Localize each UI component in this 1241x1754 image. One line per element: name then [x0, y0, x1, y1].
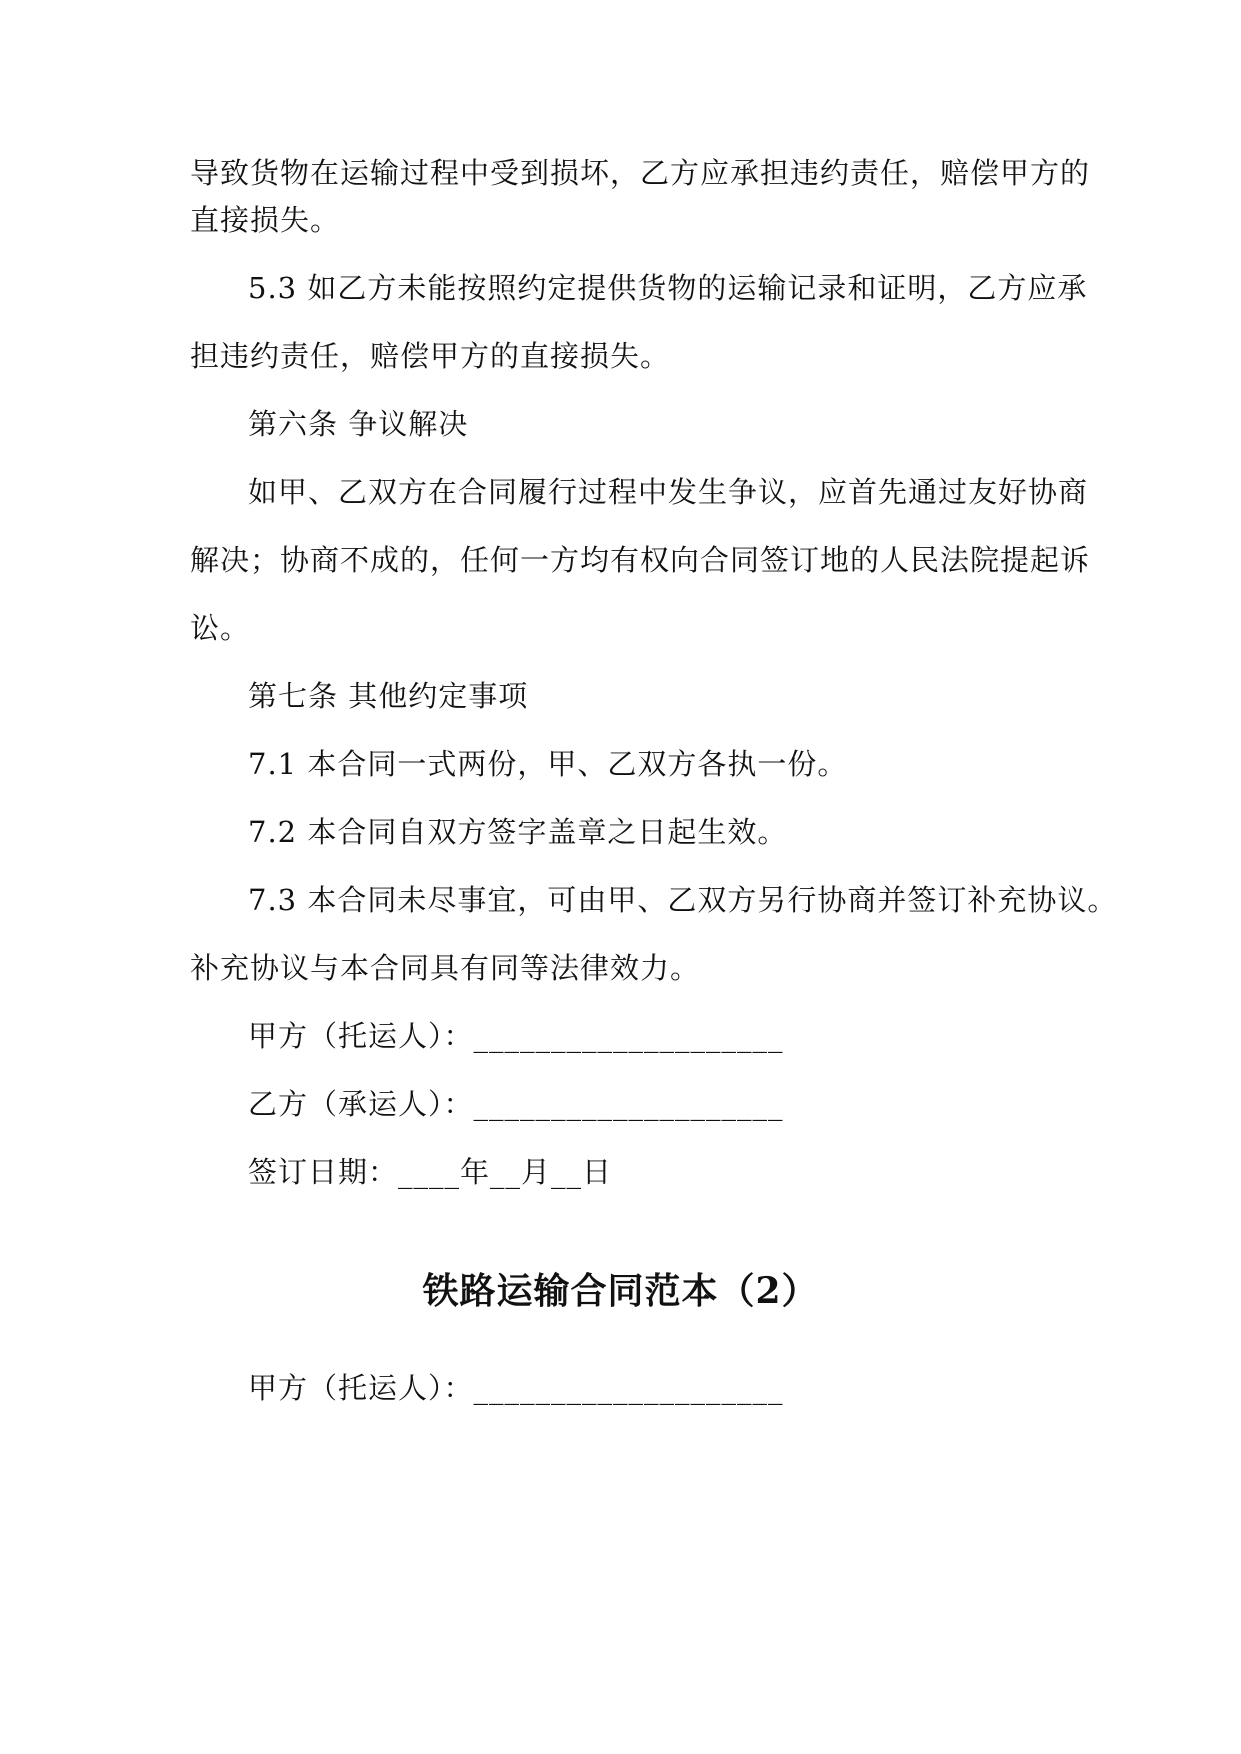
party-a-signature-line: 甲方（托运人）：____________________: [248, 1019, 784, 1053]
paragraph-line: 直接损失。: [190, 203, 341, 237]
article-6-paragraph-line: 讼。: [190, 611, 251, 645]
paragraph-line: 导致货物在运输过程中受到损坏，乙方应承担违约责任，赔偿甲方的: [190, 156, 1091, 190]
party-a-signature-line: 甲方（托运人）：____________________: [248, 1371, 784, 1405]
section-title: 铁路运输合同范本（2）: [422, 1270, 819, 1312]
clause-7-2-line: 7.2 本合同自双方签字盖章之日起生效。: [248, 815, 788, 849]
party-b-signature-line: 乙方（承运人）：____________________: [248, 1087, 784, 1121]
article-6-paragraph-line: 如甲、乙双方在合同履行过程中发生争议，应首先通过友好协商: [248, 475, 1089, 509]
article-7-heading: 第七条 其他约定事项: [248, 679, 529, 713]
article-6-heading: 第六条 争议解决: [248, 407, 469, 441]
clause-7-3-line: 7.3 本合同未尽事宜，可由甲、乙双方另行协商并签订补充协议。: [248, 883, 1118, 917]
signing-date-line: 签订日期：____年__月__日: [248, 1155, 613, 1189]
clause-5-3-line: 担违约责任，赔偿甲方的直接损失。: [190, 339, 671, 373]
clause-5-3-line: 5.3 如乙方未能按照约定提供货物的运输记录和证明，乙方应承: [248, 271, 1088, 305]
article-6-paragraph-line: 解决；协商不成的，任何一方均有权向合同签订地的人民法院提起诉: [190, 543, 1091, 577]
clause-7-3-line: 补充协议与本合同具有同等法律效力。: [190, 951, 701, 985]
clause-7-1-line: 7.1 本合同一式两份，甲、乙双方各执一份。: [248, 747, 848, 781]
